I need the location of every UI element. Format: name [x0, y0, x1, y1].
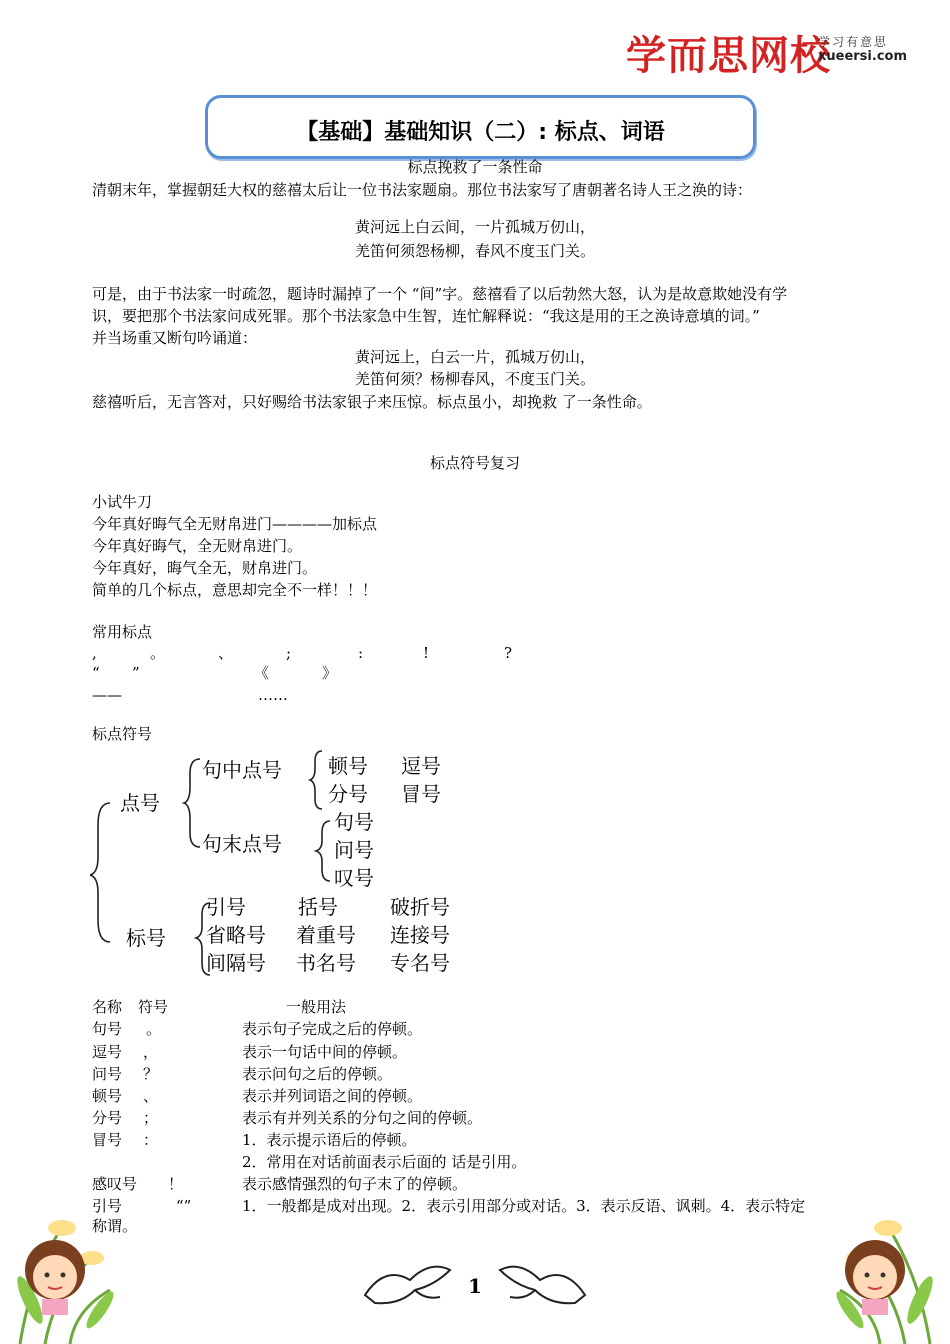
page-number: 1	[468, 1274, 482, 1298]
brand-logo: 学而思网校	[626, 33, 831, 79]
tree-leaf: 顿号	[328, 754, 368, 778]
tree-leaf: 省略号	[206, 923, 266, 947]
brand-url: xueersi.com	[818, 49, 908, 64]
classification-tree	[90, 745, 470, 985]
subsection-title: 常用标点	[92, 623, 153, 641]
exercise-note: 简单的几个标点，意思却完全不一样！！！	[92, 581, 378, 599]
table-cell-symbol: ：	[143, 1131, 159, 1149]
punct-mark: 。	[150, 644, 166, 662]
brand-tagline: 学习有意思	[818, 35, 889, 49]
tree-leaf: 着重号	[296, 923, 356, 947]
story-paragraph: 慈禧听后，无言答对，只好赐给书法家银子来压惊。标点虽小，却挽救 了一条性命。	[92, 393, 652, 411]
dove-icon	[495, 1255, 595, 1315]
table-cell-name: 感叹号	[92, 1175, 138, 1193]
punct-mark: ,	[92, 644, 97, 662]
story-paragraph: 可是，由于书法家一时疏忽，题诗时漏掉了一个 “间”字。慈禧看了以后勃然大怒，认为是故意欺她没有学	[92, 285, 788, 303]
table-cell-name: 问号	[92, 1065, 123, 1083]
punct-mark: 》	[322, 664, 338, 682]
table-header-usage: 一般用法	[286, 998, 347, 1016]
table-cell-symbol: 。	[146, 1020, 162, 1038]
table-cell-name: 顿号	[92, 1087, 123, 1105]
tree-leaf: 问号	[334, 838, 374, 862]
table-cell-usage: 表示有并列关系的分句之间的停顿。	[242, 1109, 483, 1127]
subsection-title: 标点符号	[92, 725, 153, 743]
tree-node-dianhao: 点号	[120, 791, 160, 815]
tree-leaf: 破折号	[390, 895, 450, 919]
table-cell-usage: 1．一般都是成对出现。2．表示引用部分或对话。3．表示反语、讽刺。4．表示特定	[242, 1197, 806, 1215]
tree-leaf: 连接号	[390, 923, 450, 947]
poem-line: 黄河远上白云间，一片孤城万仞山，	[354, 218, 595, 236]
poem-line: 羌笛何须怨杨柳，春风不度玉门关。	[354, 242, 595, 260]
table-cell-symbol: ；	[143, 1109, 159, 1127]
table-cell-symbol: ！	[168, 1175, 184, 1193]
table-cell-name: 句号	[92, 1020, 123, 1038]
story-paragraph: 识，要把那个书法家问成死罪。那个书法家急中生智，连忙解释说：“我这是用的王之涣诗意填的词。”	[92, 307, 760, 325]
section-heading: 标点符号复习	[429, 454, 520, 472]
dove-icon	[355, 1255, 455, 1315]
punct-mark: 《	[254, 664, 270, 682]
tree-leaf: 引号	[206, 895, 246, 919]
punct-mark: :	[358, 644, 364, 662]
girl-illustration-left	[20, 1235, 90, 1315]
page-title: 【基础】基础知识（二）: 标点、词语	[296, 120, 665, 145]
exercise-answer: 今年真好晦气，全无财帛进门。	[92, 537, 303, 555]
subsection-title: 小试牛刀	[92, 493, 153, 511]
table-cell-usage: 表示句子完成之后的停顿。	[242, 1020, 423, 1038]
tree-node-jumo: 句末点号	[202, 832, 282, 856]
table-cell-name: 逗号	[92, 1043, 123, 1061]
tree-leaf: 括号	[298, 895, 338, 919]
table-header-symbol: 符号	[138, 998, 169, 1016]
table-cell-usage: 表示并列词语之间的停顿。	[242, 1087, 423, 1105]
table-cell-usage: 表示一句话中间的停顿。	[242, 1043, 408, 1061]
table-cell-usage: 表示问句之后的停顿。	[242, 1065, 393, 1083]
tree-leaf: 冒号	[401, 782, 441, 806]
tree-leaf: 间隔号	[206, 951, 266, 975]
story-heading: 标点挽救了一条性命	[407, 158, 543, 176]
tree-leaf: 句号	[334, 810, 374, 834]
table-cell-usage: 2．常用在对话前面表示后面的 话是引用。	[242, 1153, 527, 1171]
table-header-name: 名称	[92, 998, 123, 1016]
tree-leaf: 专名号	[390, 951, 450, 975]
table-cell-usage: 1．表示提示语后的停顿。	[242, 1131, 417, 1149]
tree-node-juzhong: 句中点号	[202, 758, 282, 782]
tree-leaf: 分号	[328, 782, 368, 806]
punct-mark: “	[92, 664, 100, 682]
table-cell-name: 冒号	[92, 1131, 123, 1149]
table-cell-symbol: ，	[143, 1043, 159, 1061]
poem-line: 羌笛何须？杨柳春风，不度玉门关。	[354, 370, 595, 388]
punct-mark: ……	[258, 686, 288, 704]
exercise-answer: 今年真好，晦气全无，财帛进门。	[92, 559, 318, 577]
poem-line: 黄河远上，白云一片，孤城万仞山，	[354, 348, 595, 366]
table-cell-name: 引号	[92, 1197, 123, 1215]
punct-mark: ;	[286, 644, 292, 662]
table-cell-name: 分号	[92, 1109, 123, 1127]
table-cell-usage: 表示感情强烈的句子末了的停顿。	[242, 1175, 468, 1193]
table-cell-symbol: ？	[143, 1065, 159, 1083]
punct-mark: ”	[132, 664, 140, 682]
tree-node-biaohao: 标号	[126, 926, 166, 950]
punct-mark: 、	[218, 644, 234, 662]
punct-mark: ——	[92, 686, 122, 704]
punct-mark: ?	[504, 644, 513, 662]
title-box	[205, 95, 756, 159]
table-cell-symbol: “”	[176, 1197, 192, 1215]
tree-leaf: 书名号	[296, 951, 356, 975]
tree-leaf: 逗号	[401, 754, 441, 778]
story-paragraph: 清朝末年，掌握朝廷大权的慈禧太后让一位书法家题扇。那位书法家写了唐朝著名诗人王之涣的诗：	[92, 181, 753, 199]
table-cell-symbol: 、	[143, 1087, 159, 1105]
story-paragraph: 并当场重又断句吟诵道：	[92, 329, 258, 347]
tree-leaf: 叹号	[334, 866, 374, 890]
exercise-question: 今年真好晦气全无财帛进门————加标点	[92, 515, 378, 533]
punct-mark: !	[423, 644, 430, 662]
girl-illustration-right	[840, 1235, 910, 1315]
table-cell-usage-wrap: 称谓。	[92, 1217, 138, 1235]
